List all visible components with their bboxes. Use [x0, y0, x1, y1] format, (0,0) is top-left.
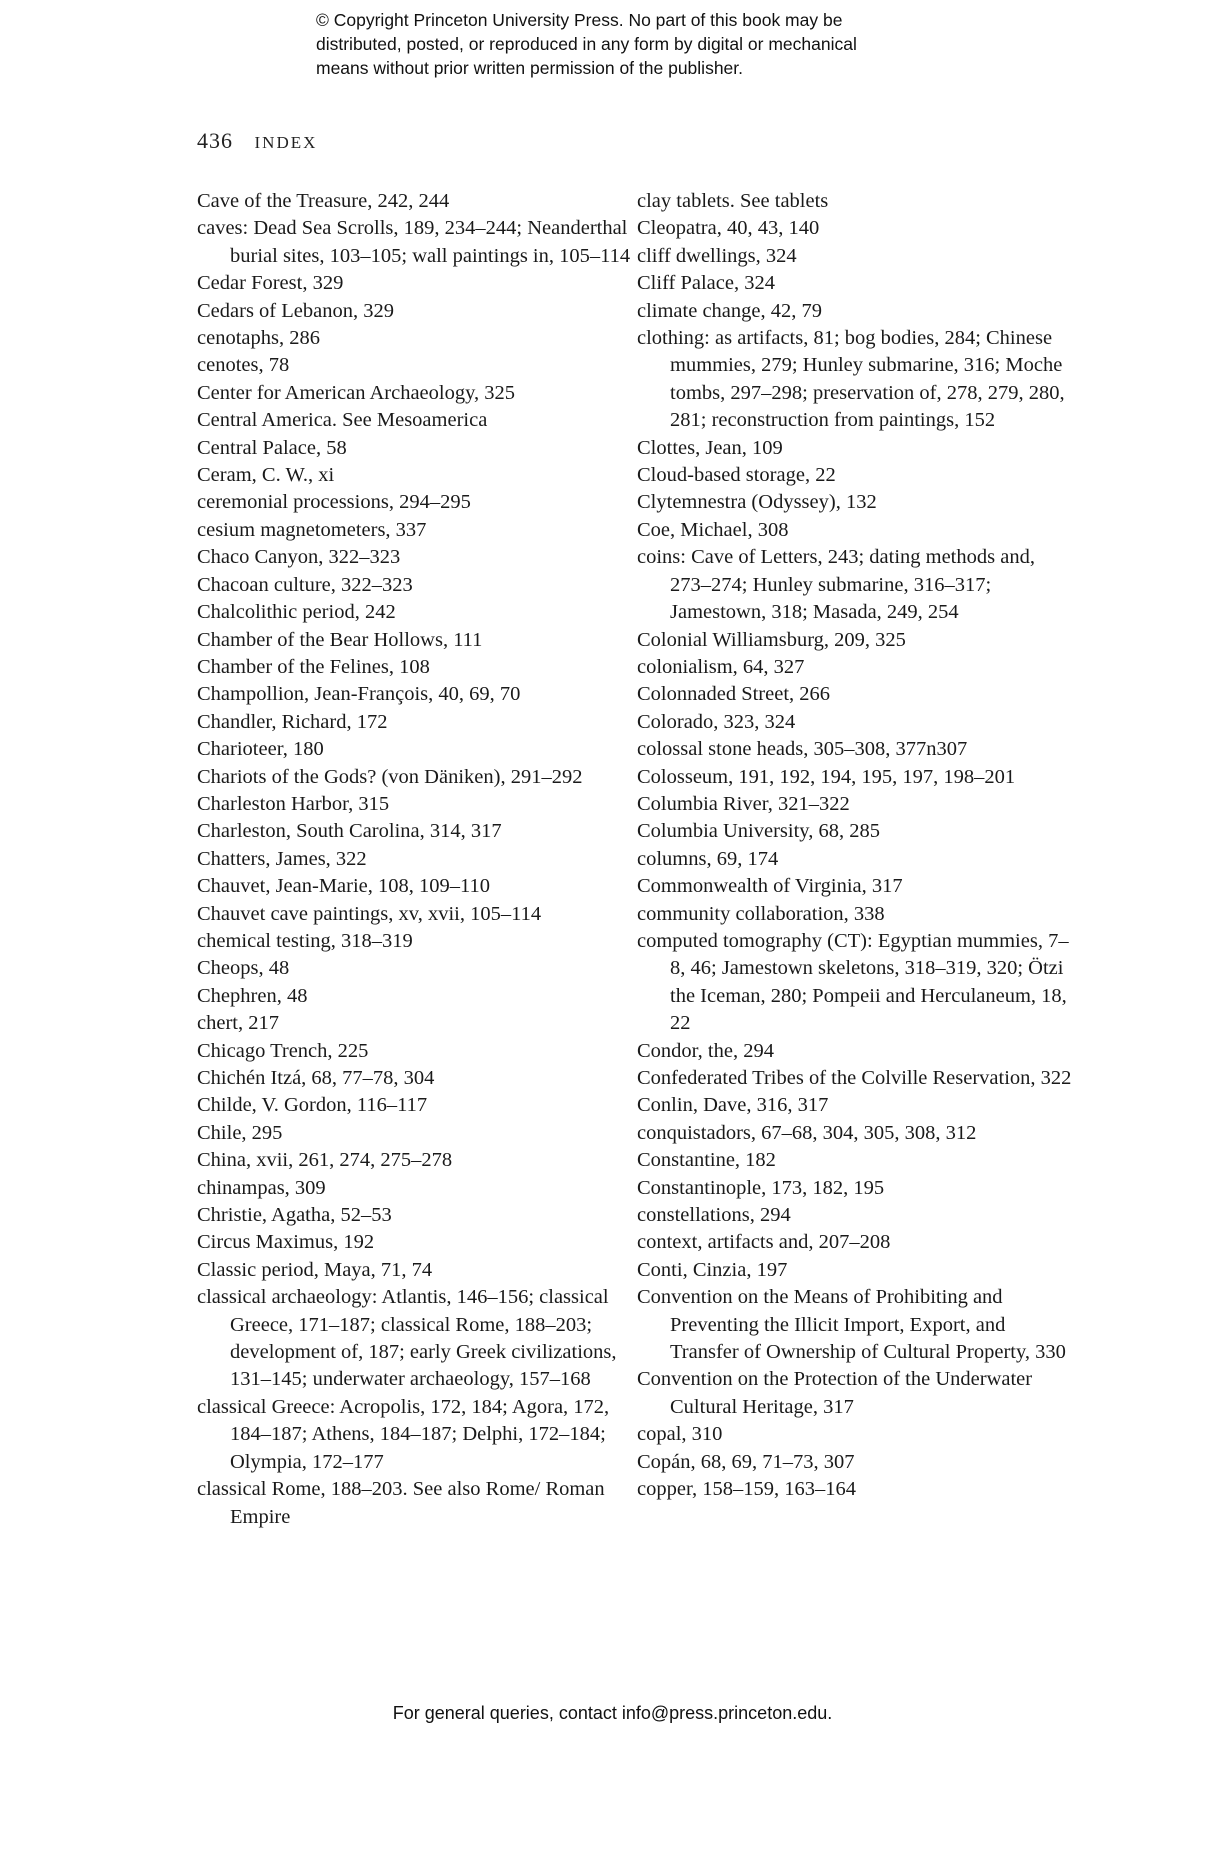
index-entry: Chatters, James, 322 [197, 847, 367, 870]
index-entry: Charleston Harbor, 315 [197, 792, 390, 815]
index-entry: Chephren, 48 [197, 984, 308, 1007]
index-entry: Chicago Trench, 225 [197, 1039, 369, 1062]
index-entry: Champollion, Jean-François, 40, 69, 70 [197, 683, 521, 706]
index-entry: Chamber of the Felines, 108 [197, 655, 430, 678]
index-entry: Center for American Archaeology, 325 [197, 381, 516, 404]
index-entry: Cloud-based storage, 22 [637, 464, 836, 487]
index-entry: constellations, 294 [637, 1204, 791, 1227]
index-entry: Chariots of the Gods? (von Däniken), 291–292 [197, 765, 583, 788]
index-entry: Charleston, South Carolina, 314, 317 [197, 820, 502, 843]
index-entry: columns, 69, 174 [637, 847, 779, 870]
index-entry: Cave of the Treasure, 242, 244 [197, 190, 450, 212]
copyright-line: means without prior written permission of the publisher. [316, 58, 744, 78]
index-entry: cenotaphs, 286 [197, 327, 320, 350]
index-entry: Condor, the, 294 [637, 1039, 774, 1062]
copyright-line: distributed, posted, or reproduced in any form by digital or mechanical [316, 34, 857, 54]
index-entry: Cliff Palace, 324 [637, 272, 775, 295]
copyright-notice [316, 8, 936, 80]
copyright-line: © Copyright Princeton University Press. No part of this book may be [316, 10, 843, 30]
index-entry: Copán, 68, 69, 71–73, 307 [637, 1450, 855, 1473]
index-entry: caves: Dead Sea Scrolls, 189, 234–244; Neanderthal burial sites, 103–105; wall paintings in, 105–114 [197, 217, 631, 267]
index-entry: Central America. See Mesoamerica [197, 409, 488, 432]
index-entry: conquistadors, 67–68, 304, 305, 308, 312 [637, 1121, 977, 1144]
index-entry: Colonial Williamsburg, 209, 325 [637, 628, 906, 651]
index-entry: Colonnaded Street, 266 [637, 683, 831, 706]
index-entry: computed tomography (CT): Egyptian mummies, 7–8, 46; Jamestown skeletons, 318–319, 320; Ötzi the Iceman, 280; Pompeii and Herculaneum, 18, 22 [637, 929, 1069, 1035]
index-entry: colonialism, 64, 327 [637, 655, 805, 678]
index-entry: Chile, 295 [197, 1121, 283, 1144]
index-entry: Cedar Forest, 329 [197, 272, 344, 295]
index-column-left [197, 188, 637, 1531]
index-entry: chert, 217 [197, 1012, 279, 1035]
index-entry: Chalcolithic period, 242 [197, 601, 396, 624]
index-entry: Chacoan culture, 322–323 [197, 573, 413, 596]
index-entry: community collaboration, 338 [637, 902, 885, 925]
index-entry: classical Greece: Acropolis, 172, 184; Agora, 172, 184–187; Athens, 184–187; Delphi, 172–184; Olympia, 172–177 [197, 1395, 610, 1473]
index-entry: Colorado, 323, 324 [637, 710, 796, 733]
index-entry: Cedars of Lebanon, 329 [197, 299, 394, 322]
page-number: 436 [197, 128, 233, 153]
index-entry: copal, 310 [637, 1423, 723, 1446]
index-entry: clay tablets. See tablets [637, 190, 829, 212]
index-entry: China, xvii, 261, 274, 275–278 [197, 1149, 453, 1172]
index-entry: Colosseum, 191, 192, 194, 195, 197, 198–201 [637, 765, 1016, 788]
index-entry: ceremonial processions, 294–295 [197, 491, 471, 514]
index-entry: Chamber of the Bear Hollows, 111 [197, 628, 483, 651]
index-entry: Convention on the Protection of the Underwater Cultural Heritage, 317 [637, 1368, 1033, 1418]
index-entry: Clytemnestra (Odyssey), 132 [637, 491, 877, 514]
index-entry: Classic period, Maya, 71, 74 [197, 1258, 433, 1281]
index-column-right [637, 188, 1077, 1504]
footer-contact: For general queries, contact info@press.princeton.edu. [392, 1703, 833, 1723]
index-entry: Chauvet, Jean-Marie, 108, 109–110 [197, 875, 491, 898]
index-entry: clothing: as artifacts, 81; bog bodies, 284; Chinese mummies, 279; Hunley submarine, 316; Moche tombs, 297–298; preservation of, 278, 279, 280, 281; reconstruction from paintings, 152 [637, 327, 1065, 432]
index-entry: cliff dwellings, 324 [637, 244, 797, 267]
index-entry: Circus Maximus, 192 [197, 1231, 375, 1254]
index-entry: Constantinople, 173, 182, 195 [637, 1176, 885, 1199]
index-entry: Central Palace, 58 [197, 436, 347, 459]
index-entry: Chauvet cave paintings, xv, xvii, 105–114 [197, 902, 542, 925]
index-entry: copper, 158–159, 163–164 [637, 1478, 856, 1501]
index-entry: Chandler, Richard, 172 [197, 710, 388, 733]
index-entry: Cleopatra, 40, 43, 140 [637, 217, 820, 240]
index-entry: cenotes, 78 [197, 354, 290, 377]
section-title: INDEX [254, 133, 318, 152]
index-entry: Charioteer, 180 [197, 738, 324, 761]
index-entry: Coe, Michael, 308 [637, 518, 789, 541]
index-entry: Conti, Cinzia, 197 [637, 1258, 788, 1281]
index-entry: Chichén Itzá, 68, 77–78, 304 [197, 1067, 435, 1089]
index-entry: Christie, Agatha, 52–53 [197, 1204, 392, 1227]
index-entry: Conlin, Dave, 316, 317 [637, 1094, 829, 1117]
index-entry: Cheops, 48 [197, 957, 290, 980]
index-entry: classical Rome, 188–203. See also Rome/ Roman Empire [197, 1478, 605, 1528]
index-entry: climate change, 42, 79 [637, 299, 823, 322]
index-entry: colossal stone heads, 305–308, 377n307 [637, 738, 968, 761]
index-entry: cesium magnetometers, 337 [197, 518, 427, 541]
index-entry: Chaco Canyon, 322–323 [197, 546, 401, 569]
index-entry: chemical testing, 318–319 [197, 929, 413, 952]
index-entry: Clottes, Jean, 109 [637, 436, 783, 459]
index-entry: Columbia University, 68, 285 [637, 820, 880, 843]
index-entry: Commonwealth of Virginia, 317 [637, 875, 903, 898]
index-entry: chinampas, 309 [197, 1176, 326, 1199]
running-head [197, 127, 317, 157]
index-entry: Convention on the Means of Prohibiting and Preventing the Illicit Import, Export, and Transfer of Ownership of Cultural Property, 330 [637, 1286, 1066, 1364]
index-entry: Childe, V. Gordon, 116–117 [197, 1094, 428, 1117]
index-entry: coins: Cave of Letters, 243; dating methods and, 273–274; Hunley submarine, 316–317; Jamestown, 318; Masada, 249, 254 [637, 546, 1035, 624]
index-entry: classical archaeology: Atlantis, 146–156; classical Greece, 171–187; classical Rome, 188–203; development of, 187; early Greek civilizations, 131–145; underwater archaeology, 157–168 [197, 1286, 617, 1391]
index-entry: Columbia River, 321–322 [637, 792, 850, 815]
index-entry: Ceram, C. W., xi [197, 464, 335, 487]
index-entry: context, artifacts and, 207–208 [637, 1231, 891, 1254]
index-entry: Constantine, 182 [637, 1149, 776, 1172]
index-entry: Confederated Tribes of the Colville Reservation, 322 [637, 1067, 1072, 1089]
